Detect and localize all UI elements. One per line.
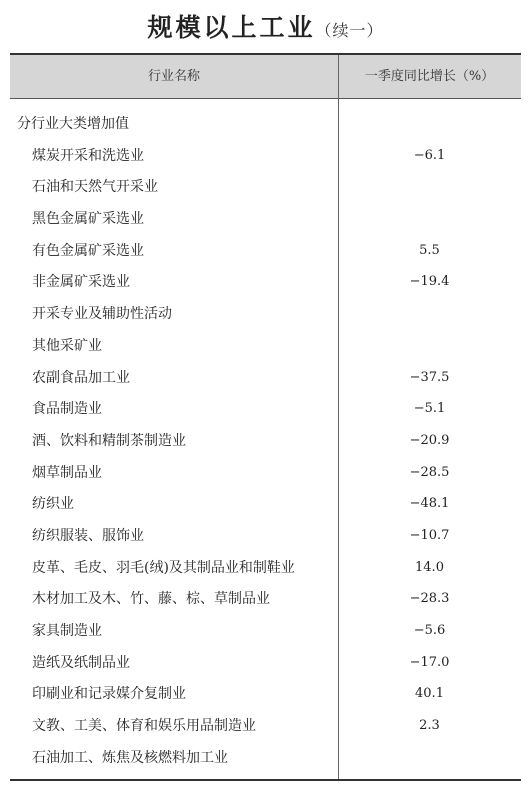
industry-name: 非金属矿采选业 bbox=[32, 274, 130, 291]
growth-value: −37.5 bbox=[409, 369, 450, 385]
table-row bbox=[10, 491, 521, 523]
growth-value: −5.6 bbox=[413, 623, 446, 638]
table-row bbox=[10, 713, 521, 745]
growth-value: −28.3 bbox=[409, 591, 450, 607]
industry-name: 家具制造业 bbox=[32, 623, 102, 639]
growth-value bbox=[338, 333, 521, 365]
growth-value: −20.9 bbox=[409, 432, 450, 448]
table-row bbox=[10, 174, 521, 206]
table-row bbox=[10, 618, 521, 650]
title-continuation: （续一） bbox=[315, 21, 384, 40]
table-row bbox=[10, 143, 521, 175]
table-row bbox=[10, 396, 521, 428]
industry-name: 食品制造业 bbox=[32, 401, 102, 418]
category-label: 分行业大类增加值 bbox=[17, 116, 129, 132]
industry-name: 纺织服装、服饰业 bbox=[32, 527, 144, 544]
header-yoy-growth: 一季度同比增长（%） bbox=[364, 69, 495, 84]
growth-value: −28.5 bbox=[409, 464, 450, 480]
growth-value: −5.1 bbox=[413, 401, 446, 417]
table-row bbox=[10, 681, 521, 713]
industry-name: 煤炭开采和洗选业 bbox=[32, 147, 144, 164]
table-row bbox=[10, 460, 521, 492]
growth-value: 14.0 bbox=[415, 559, 444, 575]
table-row bbox=[10, 586, 521, 618]
growth-value bbox=[338, 745, 521, 777]
industry-name: 黑色金属矿采选业 bbox=[32, 211, 144, 228]
industry-name: 农副食品加工业 bbox=[32, 369, 130, 386]
table-row bbox=[10, 555, 521, 587]
growth-value: −10.7 bbox=[409, 527, 450, 543]
growth-value bbox=[338, 111, 521, 143]
growth-value bbox=[338, 206, 521, 238]
table-row bbox=[10, 111, 521, 143]
industry-name: 开采专业及辅助性活动 bbox=[32, 306, 172, 323]
growth-value: −6.1 bbox=[413, 147, 446, 163]
industry-name: 石油加工、炼焦及核燃料加工业 bbox=[32, 749, 228, 766]
table-row bbox=[10, 428, 521, 460]
industry-name: 酒、饮料和精制茶制造业 bbox=[32, 432, 186, 449]
growth-value: −48.1 bbox=[409, 496, 450, 512]
growth-value: 40.1 bbox=[415, 686, 444, 702]
table-row bbox=[10, 333, 521, 365]
growth-value: 2.3 bbox=[419, 718, 440, 734]
header-industry-name: 行业名称 bbox=[147, 69, 200, 84]
table-row bbox=[10, 365, 521, 397]
growth-value bbox=[338, 174, 521, 206]
industry-name: 烟草制品业 bbox=[32, 464, 102, 481]
growth-value bbox=[338, 301, 521, 333]
growth-value: −17.0 bbox=[409, 654, 450, 670]
industry-name: 皮革、毛皮、羽毛(绒)及其制品业和制鞋业 bbox=[32, 559, 295, 576]
table-row bbox=[10, 301, 521, 333]
industry-name: 造纸及纸制品业 bbox=[32, 654, 130, 671]
table-row bbox=[10, 523, 521, 555]
growth-value: −19.4 bbox=[409, 274, 450, 290]
table-header bbox=[10, 55, 521, 99]
table-row bbox=[10, 206, 521, 238]
industry-name: 文教、工美、体育和娱乐用品制造业 bbox=[32, 718, 256, 735]
industry-name: 其他采矿业 bbox=[32, 337, 102, 354]
growth-value: 5.5 bbox=[419, 242, 440, 258]
title-main: 规模以上工业 bbox=[147, 13, 316, 42]
table-row bbox=[10, 238, 521, 270]
statistics-table bbox=[10, 53, 521, 781]
industry-name: 石油和天然气开采业 bbox=[32, 179, 158, 196]
table-row bbox=[10, 745, 521, 777]
page-title bbox=[0, 8, 531, 44]
industry-name: 纺织业 bbox=[32, 496, 74, 513]
industry-name: 有色金属矿采选业 bbox=[32, 242, 144, 259]
table-row bbox=[10, 650, 521, 682]
table-body bbox=[10, 111, 521, 776]
industry-name: 木材加工及木、竹、藤、棕、草制品业 bbox=[32, 591, 270, 608]
table-row bbox=[10, 269, 521, 301]
industry-name: 印刷业和记录媒介复制业 bbox=[32, 686, 186, 703]
